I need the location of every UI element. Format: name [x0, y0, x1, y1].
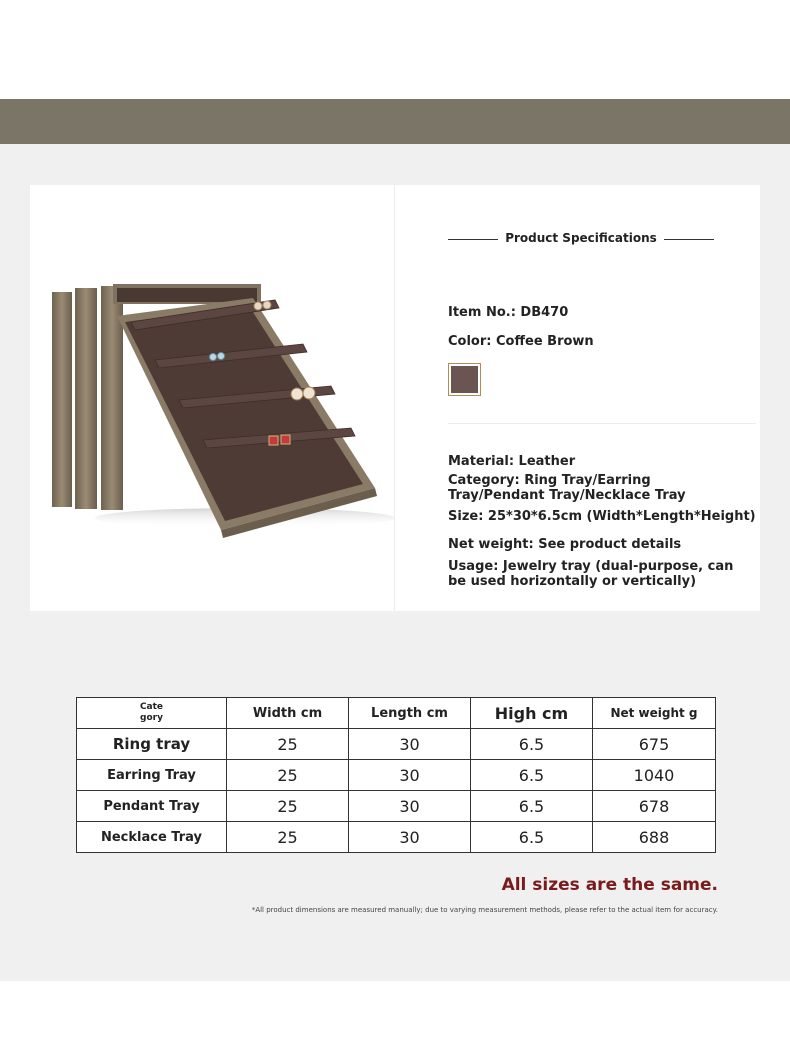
row-high: 6.5 [471, 760, 593, 791]
spec-material: Material: Leather [448, 454, 576, 469]
row-high: 6.5 [471, 791, 593, 822]
row-length: 30 [349, 729, 471, 760]
table-row [77, 822, 716, 853]
header-length: Length cm [349, 698, 471, 729]
row-width: 25 [227, 729, 349, 760]
row-name: Ring tray [77, 729, 227, 760]
color-swatch[interactable] [448, 363, 481, 396]
spec-category: Category: Ring Tray/Earring Tray/Pendant Tray/Necklace Tray [448, 473, 686, 503]
row-width: 25 [227, 760, 349, 791]
header-weight: Net weight g [593, 698, 716, 729]
heading-rule-right [664, 239, 714, 240]
table-row [77, 729, 716, 760]
row-length: 30 [349, 791, 471, 822]
row-weight: 1040 [593, 760, 716, 791]
row-length: 30 [349, 822, 471, 853]
header-category-bottom: gory [140, 713, 163, 723]
same-sizes-notice: All sizes are the same. [501, 875, 718, 895]
row-width: 25 [227, 822, 349, 853]
row-name: Earring Tray [77, 760, 227, 791]
row-name: Pendant Tray [77, 791, 227, 822]
spec-heading-text: Product Specifications [505, 231, 657, 245]
measurement-note: *All product dimensions are measured manually; due to varying measurement methods, please refer to the actual item for accuracy. [251, 906, 718, 914]
table-row [77, 791, 716, 822]
header-category-top: Cate [139, 702, 164, 712]
row-weight: 678 [593, 791, 716, 822]
header-high: High cm [471, 698, 593, 729]
header-width: Width cm [227, 698, 349, 729]
row-name: Necklace Tray [77, 822, 227, 853]
row-width: 25 [227, 791, 349, 822]
spec-heading [448, 230, 714, 250]
header-category [77, 698, 227, 729]
spec-divider [448, 423, 756, 424]
table-header-row [77, 698, 716, 729]
spec-color: Color: Coffee Brown [448, 334, 594, 349]
row-weight: 675 [593, 729, 716, 760]
table-row [77, 760, 716, 791]
row-weight: 688 [593, 822, 716, 853]
size-table [76, 697, 716, 853]
spec-net-weight: Net weight: See product details [448, 537, 682, 552]
top-color-band [0, 99, 790, 144]
spec-size: Size: 25*30*6.5cm (Width*Length*Height) [448, 509, 756, 524]
row-length: 30 [349, 760, 471, 791]
color-swatch-fill [451, 366, 478, 393]
spec-item-no: Item No.: DB470 [448, 305, 569, 320]
row-high: 6.5 [471, 822, 593, 853]
jewelry-tray-illustration [45, 270, 395, 540]
row-high: 6.5 [471, 729, 593, 760]
spec-usage: Usage: Jewelry tray (dual-purpose, can be used horizontally or vertically) [448, 559, 734, 589]
